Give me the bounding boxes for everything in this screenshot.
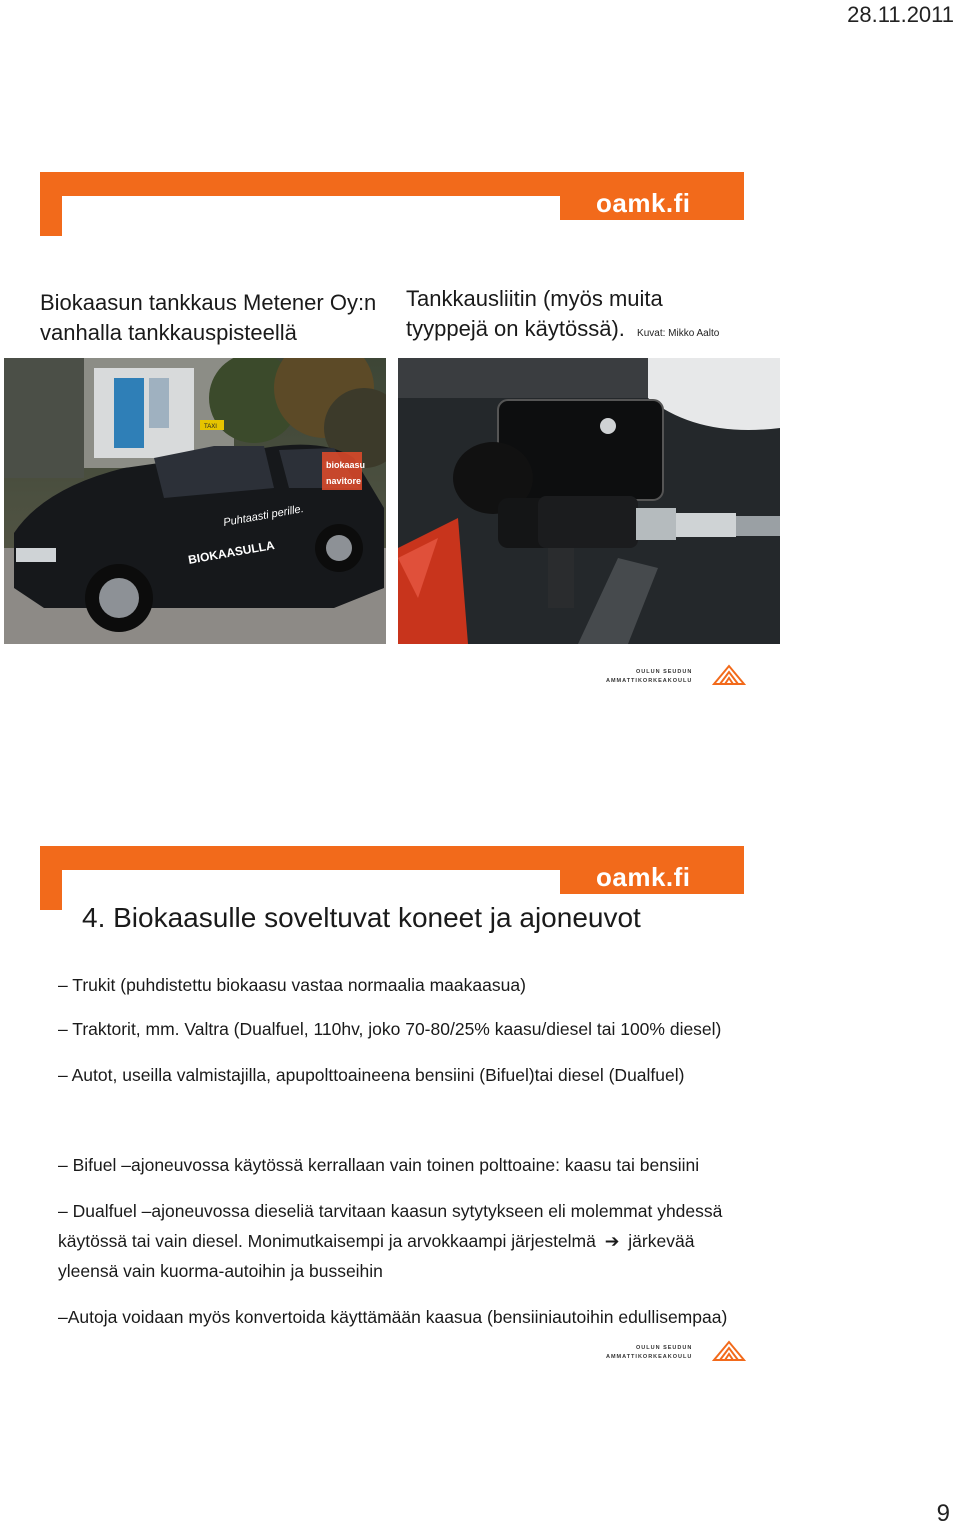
header-bar-stem — [40, 846, 62, 910]
list-item-continued — [58, 1226, 694, 1256]
page-number: 9 — [936, 1500, 950, 1527]
photo-car-refuelling — [4, 358, 386, 644]
caption-left-line-2: vanhalla tankkauspisteellä — [40, 320, 297, 345]
brand-logo-text: oamk.fi — [596, 862, 691, 892]
header-bar-stem — [40, 172, 62, 236]
school-logo — [606, 1344, 746, 1366]
list-item-text: käytössä tai vain diesel. Monimutkaisempi ja arvokkaampi järjestelmä — [58, 1231, 596, 1251]
school-logo-line-1: OULUN SEUDUN — [636, 669, 693, 675]
arrow-right-icon: ➔ — [604, 1231, 620, 1251]
door-slogan-text: Puhtaasti perille. — [222, 503, 305, 529]
caption-right-line-1: Tankkausliitin (myös muita — [406, 286, 663, 311]
caption-left-line-1: Biokaasun tankkaus Metener Oy:n — [40, 290, 377, 315]
list-item: – Traktorit, mm. Valtra (Dualfuel, 110hv, joko 70-80/25% kaasu/diesel tai 100% diesel) — [58, 1019, 722, 1039]
caption-left — [40, 288, 376, 348]
photo-credit: Kuvat: Mikko Aalto — [637, 328, 720, 339]
list-item: – Bifuel –ajoneuvossa käytössä kerrallaan vain toinen polttoaine: kaasu tai bensiini — [58, 1155, 700, 1175]
slide-title: 4. Biokaasulle soveltuvat koneet ja ajoneuvot — [82, 902, 641, 933]
connector-photo-illustration — [398, 358, 780, 644]
list-item: –Autoja voidaan myös konvertoida käyttämään kaasua (bensiiniautoihin edullisempaa) — [58, 1307, 728, 1327]
school-logo-line-1: OULUN SEUDUN — [636, 1345, 693, 1351]
list-item: – Trukit (puhdistettu biokaasu vastaa normaalia maakaasua) — [58, 975, 526, 995]
school-logo-emblem-icon — [712, 1340, 746, 1362]
list-item: – Dualfuel –ajoneuvossa dieseliä tarvitaan kaasun sytytykseen eli molemmat yhdessä — [58, 1201, 723, 1221]
door-biokaasulla-text: BIOKAASULLA — [187, 538, 276, 567]
photo-fuel-connector — [398, 358, 780, 644]
page-date: 28.11.2011 — [847, 2, 954, 27]
caption-right-line-2 — [406, 314, 719, 349]
school-logo-line-2: AMMATTIKORKEAKOULU — [606, 678, 693, 684]
slide-1 — [0, 160, 760, 700]
school-logo — [606, 668, 746, 690]
list-item: – Autot, useilla valmistajilla, apupolttoaineena bensiini (Bifuel)tai diesel (Dualfuel) — [58, 1065, 685, 1085]
school-logo-line-2: AMMATTIKORKEAKOULU — [606, 1354, 693, 1360]
car-photo-illustration — [4, 358, 386, 644]
taxi-sign-text: TAXI — [204, 424, 217, 430]
school-logo-emblem-icon — [712, 664, 746, 686]
slide-2 — [0, 834, 760, 1374]
list-item-text: järkevää — [628, 1231, 695, 1251]
door-sticker-text-1: biokaasu — [326, 460, 366, 470]
caption-right — [406, 284, 719, 349]
door-sticker-text-2: navitore — [326, 476, 362, 486]
brand-logo-text: oamk.fi — [596, 188, 691, 218]
list-item-continued: yleensä vain kuorma-autoihin ja busseihin — [58, 1261, 383, 1281]
caption-right-line-2-text: tyyppejä on käytössä). — [406, 316, 625, 341]
